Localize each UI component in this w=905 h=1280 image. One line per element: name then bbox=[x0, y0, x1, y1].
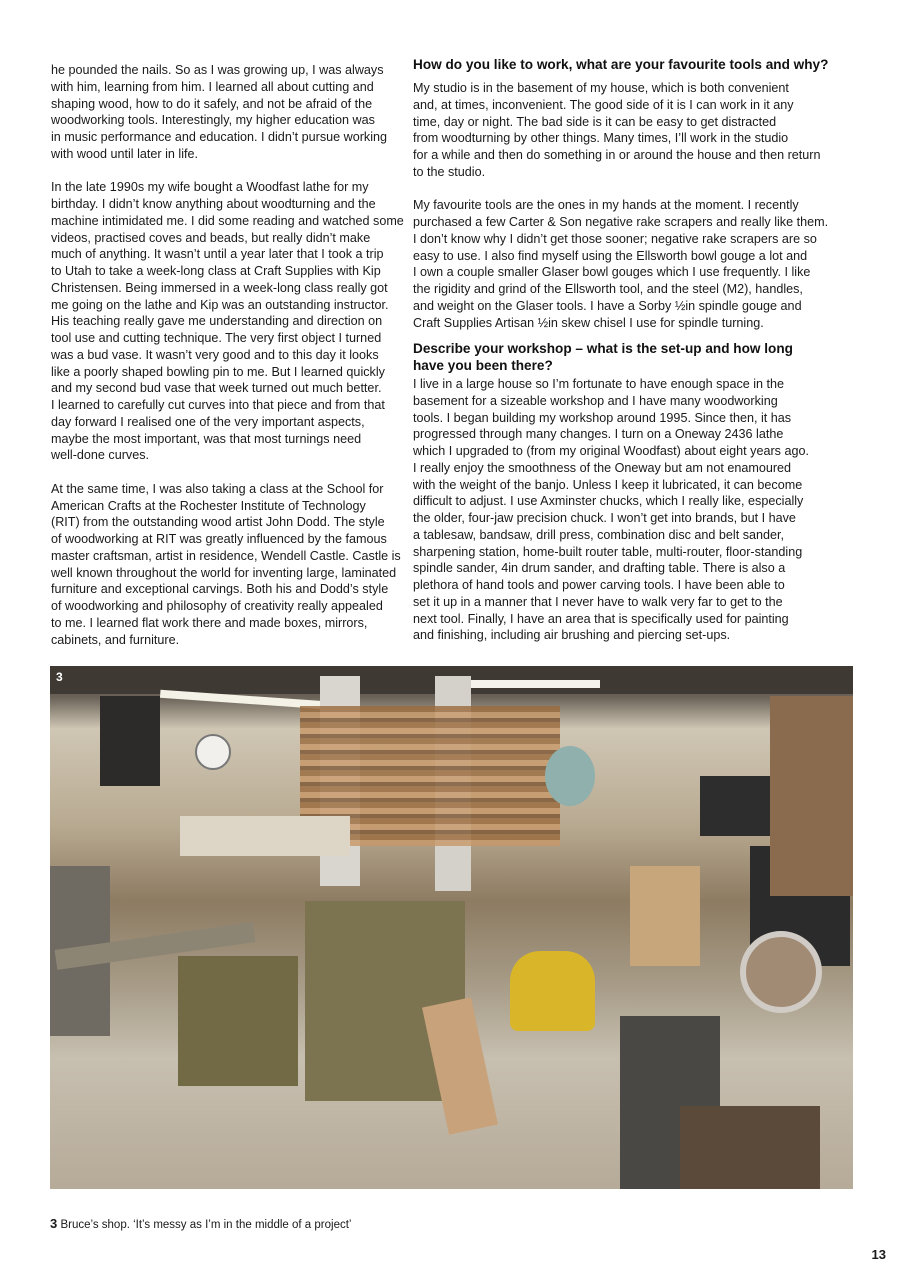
caption-text: Bruce’s shop. ‘It’s messy as I’m in the middle of a project’ bbox=[60, 1219, 352, 1231]
paragraph bbox=[51, 179, 403, 464]
text-line: I learned to carefully cut curves into that piece and from that bbox=[51, 398, 385, 412]
text-line: tools. I began building my workshop around 1995. Since then, it has bbox=[413, 410, 792, 425]
text-line: from woodturning by other things. Many times, I’ll work in the studio bbox=[413, 131, 789, 146]
text-line: he pounded the nails. So as I was growing up, I was always bbox=[51, 63, 384, 77]
text-line: much of anything. It wasn’t until a year later that I took a trip bbox=[51, 247, 384, 262]
text-line: I don’t know why I didn’t get those sooner; negative rake scrapers are so bbox=[413, 231, 817, 246]
right-column bbox=[413, 80, 833, 661]
text-line: woodworking tools. Interestingly, my higher education was bbox=[51, 113, 375, 128]
text-line: I own a couple smaller Glaser bowl gouges which I use frequently. I like bbox=[413, 265, 811, 280]
text-line: My studio is in the basement of my house, which is both convenient bbox=[413, 81, 789, 95]
photo-caption bbox=[50, 1216, 351, 1231]
text-line: shaping wood, how to do it safely, and not be afraid of the bbox=[51, 96, 373, 111]
workshop-photo bbox=[50, 666, 853, 1189]
text-line: purchased a few Carter & Son negative rake scrapers and really like them. bbox=[413, 215, 829, 229]
text-line: His teaching really gave me understanding and direction on bbox=[51, 314, 383, 329]
text-line: with wood until later in life. bbox=[51, 146, 198, 161]
text-line: cabinets, and furniture. bbox=[51, 632, 180, 647]
text-line: At the same time, I was also taking a class at the School for bbox=[51, 481, 384, 496]
text-line: master craftsman, artist in residence, Wendell Castle. Castle is bbox=[51, 548, 401, 563]
heading-line: Describe your workshop – what is the set-up and how long bbox=[413, 341, 793, 356]
text-line: the older, four-jaw precision chuck. I won’t get into brands, but I have bbox=[413, 511, 796, 525]
text-line: tool use and cutting technique. The very first object I turned bbox=[51, 331, 382, 345]
paragraph bbox=[413, 376, 833, 644]
page-number: 13 bbox=[871, 1247, 886, 1262]
text-line: day forward I realised one of the very important aspects, bbox=[51, 414, 365, 429]
text-line: with him, learning from him. I learned all about cutting and bbox=[51, 79, 374, 94]
text-line: sharpening station, home-built router table, multi-router, floor-standing bbox=[413, 544, 803, 559]
text-line: which I upgraded to (from my original Woodfast) about eight years ago. bbox=[413, 444, 809, 458]
text-line: set it up in a manner that I never have to walk very far to get to the bbox=[413, 594, 783, 609]
text-line: plethora of hand tools and power carving tools. I have been able to bbox=[413, 578, 785, 592]
text-line: of woodworking at RIT was greatly influenced by the famous bbox=[51, 532, 387, 546]
paragraph bbox=[51, 481, 403, 649]
text-line: well known throughout the world for inventing large, laminated bbox=[51, 565, 397, 580]
text-line: easy to use. I also find myself using the Ellsworth bowl gouge a lot and bbox=[413, 248, 808, 263]
text-line: In the late 1990s my wife bought a Woodfast lathe for my bbox=[51, 180, 369, 195]
text-line: American Crafts at the Rochester Institute of Technology bbox=[51, 498, 366, 513]
text-line: videos, practised coves and beads, but really didn’t make bbox=[51, 230, 371, 245]
heading-favourite-tools: How do you like to work, what are your favourite tools and why? bbox=[413, 57, 829, 72]
text-line: spindle sander, 4in drum sander, and drafting table. There is also a bbox=[413, 561, 786, 576]
heading-workshop bbox=[413, 341, 833, 374]
photo-number: 3 bbox=[56, 670, 63, 684]
text-line: and my second bud vase that week turned out much better. bbox=[51, 381, 382, 396]
text-line: like a poorly shaped bowling pin to me. But I learned quickly bbox=[51, 364, 385, 379]
text-line: of woodworking and philosophy of creativity really appealed bbox=[51, 599, 383, 613]
text-line: furniture and exceptional carvings. Both his and Dodd’s style bbox=[51, 582, 389, 597]
text-line: time, day or night. The bad side is it can be easy to get distracted bbox=[413, 114, 777, 129]
text-line: to me. I learned flat work there and made boxes, mirrors, bbox=[51, 615, 368, 630]
heading-line: have you been there? bbox=[413, 357, 553, 373]
text-line: basement for a sizeable workshop and I have many woodworking bbox=[413, 393, 778, 408]
text-line: with the weight of the banjo. Unless I keep it lubricated, it can become bbox=[413, 477, 803, 492]
text-line: (RIT) from the outstanding wood artist John Dodd. The style bbox=[51, 515, 385, 530]
text-line: machine intimidated me. I did some reading and watched some bbox=[51, 213, 404, 228]
text-line: and weight on the Glaser tools. I have a Sorby ½in spindle gouge and bbox=[413, 298, 802, 313]
paragraph bbox=[413, 80, 833, 181]
paragraph bbox=[51, 62, 403, 163]
text-line: maybe the most important, was that most turnings need bbox=[51, 431, 362, 446]
text-line: the rigidity and grind of the Ellsworth tool, and the steel (M2), handles, bbox=[413, 282, 803, 296]
text-line: to Utah to take a week-long class at Craft Supplies with Kip bbox=[51, 264, 381, 278]
text-line: progressed through many changes. I turn on a Oneway 2436 lathe bbox=[413, 427, 784, 442]
text-line: a tablesaw, bandsaw, drill press, combination disc and belt sander, bbox=[413, 527, 785, 542]
text-line: birthday. I didn’t know anything about woodturning and the bbox=[51, 197, 376, 211]
text-line: was a bud vase. It wasn’t very good and to this day it looks bbox=[51, 347, 379, 362]
text-line: in music performance and education. I didn’t pursue working bbox=[51, 130, 388, 144]
text-line: and, at times, inconvenient. The good side of it is I can work in it any bbox=[413, 97, 794, 112]
text-line: Christensen. Being immersed in a week-long class really got bbox=[51, 280, 388, 295]
caption-number: 3 bbox=[50, 1216, 58, 1231]
text-line: Craft Supplies Artisan ½in skew chisel I use for spindle turning. bbox=[413, 315, 764, 330]
paragraph bbox=[413, 197, 833, 331]
text-line: for a while and then do something in or around the house and then return bbox=[413, 148, 821, 162]
text-line: to the studio. bbox=[413, 164, 486, 179]
text-line: next tool. Finally, I have an area that is specifically used for painting bbox=[413, 611, 789, 626]
text-line: me going on the lathe and Kip was an outstanding instructor. bbox=[51, 297, 389, 312]
right-column-part-1 bbox=[413, 80, 833, 331]
text-line: I live in a large house so I’m fortunate to have enough space in the bbox=[413, 377, 785, 391]
text-line: I really enjoy the smoothness of the Oneway but am not enamoured bbox=[413, 460, 792, 475]
text-line: My favourite tools are the ones in my hands at the moment. I recently bbox=[413, 198, 799, 213]
text-line: and finishing, including air brushing and piercing set-ups. bbox=[413, 628, 731, 643]
left-column bbox=[51, 62, 403, 665]
text-line: well-done curves. bbox=[51, 448, 149, 463]
text-line: difficult to adjust. I use Axminster chucks, which I really like, especially bbox=[413, 494, 804, 509]
right-column-part-2 bbox=[413, 376, 833, 644]
